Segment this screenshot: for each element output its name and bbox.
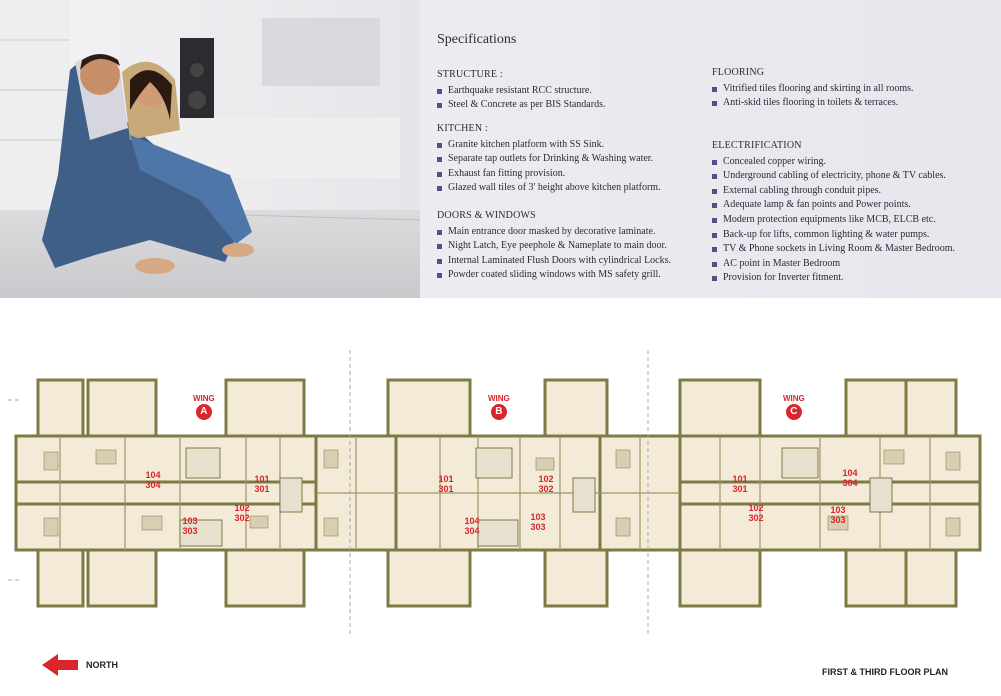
wing-a-label: WING [193,394,215,403]
spec-item: Exhaust fan fitting provision. [437,167,661,182]
bullet-icon [437,89,442,94]
north-indicator [42,654,118,676]
spec-item: Underground cabling of electricity, phone & TV cables. [712,169,955,184]
bullet-icon [712,262,717,267]
spec-item: Adequate lamp & fan points and Power points. [712,198,955,213]
unit-number: 101 301 [438,474,454,494]
unit-number: 103 303 [182,516,198,536]
electrification-section [712,139,955,286]
bullet-icon [437,259,442,264]
bullet-icon [437,157,442,162]
unit-number: 104 304 [145,470,161,490]
bullet-icon [712,160,717,165]
doors-windows-section [437,209,671,283]
specifications-banner [0,0,1001,298]
north-arrow-icon [42,654,58,676]
bullet-icon [437,244,442,249]
wing-c-letter: C [786,404,802,420]
unit-number: 101 301 [732,474,748,494]
structure-heading: STRUCTURE : [437,69,503,80]
unit-number: 102 302 [234,503,250,523]
bullet-icon [712,174,717,179]
floor-plan-title: FIRST & THIRD FLOOR PLAN [822,667,948,677]
flooring-heading: FLOORING [712,67,765,78]
spec-item: Provision for Inverter fitment. [712,271,955,286]
wing-c-marker [783,394,805,420]
bullet-icon [712,101,717,106]
spec-item: Back-up for lifts, common lighting & water pumps. [712,228,955,243]
bullet-icon [712,87,717,92]
bullet-icon [437,172,442,177]
spec-item: AC point in Master Bedroom [712,257,955,272]
spec-item: TV & Phone sockets in Living Room & Master Bedroom. [712,242,955,257]
unit-number: 102 302 [748,503,764,523]
unit-number: 102 302 [538,474,554,494]
kitchen-section [437,122,661,196]
couple-photo [0,0,420,298]
unit-number: 103 303 [830,505,846,525]
unit-number: 101 301 [254,474,270,494]
unit-number: 104 304 [842,468,858,488]
spec-item: Steel & Concrete as per BIS Standards. [437,98,605,113]
wing-b-letter: B [491,404,507,420]
bullet-icon [712,247,717,252]
wing-a-marker [193,394,215,420]
wing-b-label: WING [488,394,510,403]
bullet-icon [437,273,442,278]
floor-plan-drawing [0,340,1001,640]
bullet-icon [437,103,442,108]
spec-item: Main entrance door masked by decorative laminate. [437,225,671,240]
bullet-icon [437,186,442,191]
north-label: NORTH [86,660,118,670]
wing-a-letter: A [196,404,212,420]
wing-b-marker [488,394,510,420]
flooring-section [712,66,913,111]
spec-item: Night Latch, Eye peephole & Nameplate to main door. [437,239,671,254]
bullet-icon [437,230,442,235]
spec-item: Powder coated sliding windows with MS safety grill. [437,268,671,283]
kitchen-heading: KITCHEN : [437,123,488,134]
bullet-icon [712,276,717,281]
bullet-icon [437,143,442,148]
spec-item: Internal Laminated Flush Doors with cylindrical Locks. [437,254,671,269]
electrification-heading: ELECTRIFICATION [712,140,802,151]
spec-item: External cabling through conduit pipes. [712,184,955,199]
structure-section [437,68,605,113]
bullet-icon [712,233,717,238]
doors-windows-heading: DOORS & WINDOWS [437,210,536,221]
bullet-icon [712,218,717,223]
spec-item: Vitrified tiles flooring and skirting in all rooms. [712,82,913,97]
unit-number: 103 303 [530,512,546,532]
specifications-title: Specifications [437,32,517,47]
spec-item: Anti-skid tiles flooring in toilets & terraces. [712,96,913,111]
bullet-icon [712,189,717,194]
spec-item: Earthquake resistant RCC structure. [437,84,605,99]
spec-item: Modern protection equipments like MCB, ELCB etc. [712,213,955,228]
spec-item: Separate tap outlets for Drinking & Washing water. [437,152,661,167]
spec-item: Glazed wall tiles of 3' height above kitchen platform. [437,181,661,196]
bullet-icon [712,203,717,208]
spec-item: Concealed copper wiring. [712,155,955,170]
spec-item: Granite kitchen platform with SS Sink. [437,138,661,153]
wing-c-label: WING [783,394,805,403]
unit-number: 104 304 [464,516,480,536]
north-arrow-shaft [58,660,78,670]
